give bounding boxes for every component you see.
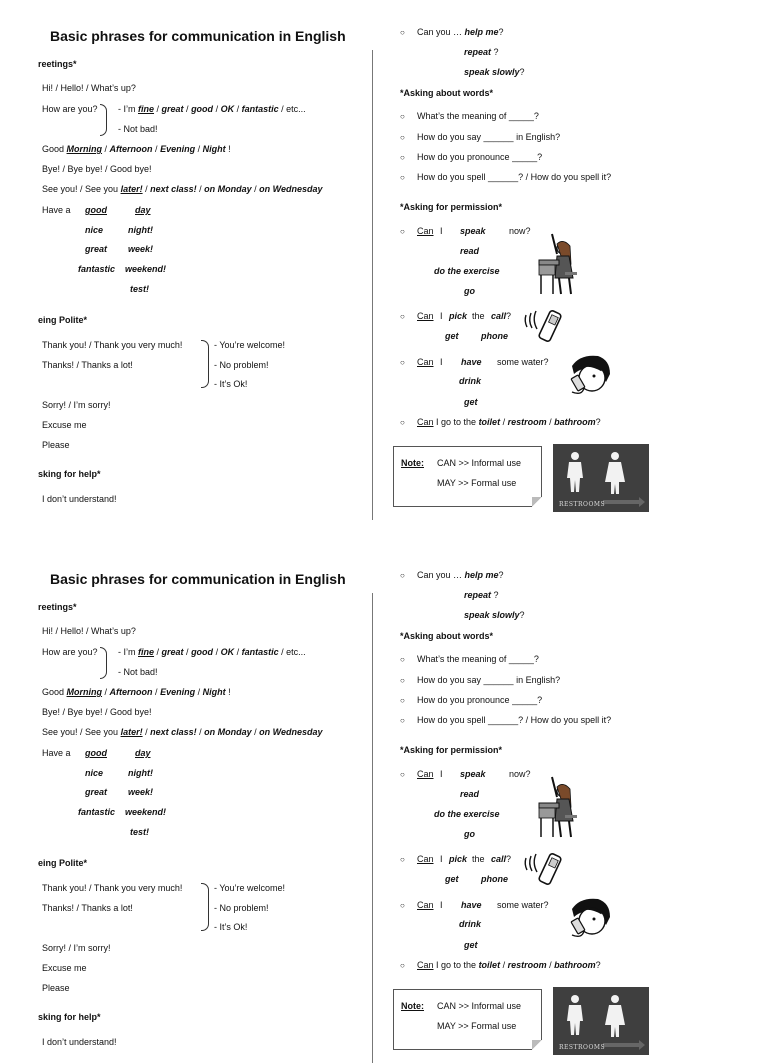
words-line: ○ How do you say ______ in English? <box>417 675 560 685</box>
restroom-sign <box>553 987 649 1055</box>
adjective: good <box>85 748 107 758</box>
polite-reply: - You’re welcome! <box>214 340 286 350</box>
verb-pick: pick <box>449 854 468 864</box>
words-heading: *Asking about words* <box>400 631 494 641</box>
help-line: I don’t understand! <box>42 1037 117 1047</box>
greeting-line: Hi! / Hello! / What’s up? <box>42 626 136 636</box>
adjective: good <box>85 205 107 215</box>
verb-speak: speak <box>460 226 486 236</box>
words-line: ○ How do you pronounce _____? <box>417 695 542 705</box>
column-divider <box>372 50 373 520</box>
polite-line: Thank you! / Thank you very much! <box>42 883 183 893</box>
words-heading: *Asking about words* <box>400 88 494 98</box>
can-word: ○ Can <box>417 357 434 367</box>
greeting-line: Good Morning / Afternoon / Evening / Night ! <box>42 687 231 697</box>
have-a-label: Have a <box>42 748 71 758</box>
noun: day <box>135 205 151 215</box>
noun: night! <box>128 768 153 778</box>
noun: week! <box>128 244 154 254</box>
phrase-can-you: ○ Can you … help me? <box>417 570 504 580</box>
noun: weekend! <box>125 807 167 817</box>
verb-do-exercise: do the exercise <box>434 266 500 276</box>
polite-line: Excuse me <box>42 420 87 430</box>
greeting-line: See you! / See you later! / next class! / on Monday / on Wednesday <box>42 184 323 194</box>
word-the: the <box>472 854 485 864</box>
note-can: CAN >> Informal use <box>437 458 522 468</box>
greeting-line: Good Morning / Afternoon / Evening / Night ! <box>42 144 231 154</box>
call-question: call? <box>491 854 512 864</box>
call-question: call? <box>491 311 512 321</box>
have-a-label: Have a <box>42 205 71 215</box>
verb-speak: speak <box>460 769 486 779</box>
greeting-reply: - I’m fine / great / good / OK / fantastic / etc... <box>118 647 306 657</box>
word-the: the <box>472 311 485 321</box>
verb-have: have <box>461 357 482 367</box>
brace <box>201 340 209 388</box>
polite-reply: - No problem! <box>214 903 269 913</box>
polite-line: Please <box>42 440 70 450</box>
note-may: MAY >> Formal use <box>437 478 517 488</box>
page-title: Basic phrases for communication in English <box>50 28 346 44</box>
verb-drink: drink <box>459 376 482 386</box>
adjective: nice <box>85 225 104 235</box>
noun-phone: phone <box>481 331 508 341</box>
can-word: ○ Can <box>417 854 434 864</box>
permission-heading: *Asking for permission* <box>400 745 503 755</box>
worksheet-copy-2 <box>0 543 768 1051</box>
column-divider <box>372 593 373 1063</box>
greeting-reply: - Not bad! <box>118 124 158 134</box>
verb-read: read <box>460 246 480 256</box>
words-line: ○ What’s the meaning of _____? <box>417 654 539 664</box>
polite-heading: eing Polite* <box>38 315 88 325</box>
brace <box>100 104 107 136</box>
restroom-sign <box>553 444 649 512</box>
restrooms-label: RESTROOMS <box>559 501 606 508</box>
worksheet-copy-1 <box>0 0 768 520</box>
note-box <box>393 446 542 507</box>
noun: day <box>135 748 151 758</box>
verb-get: get <box>464 940 478 950</box>
polite-reply: - No problem! <box>214 360 269 370</box>
adjective: fantastic <box>78 807 116 817</box>
mobile-phone-icon <box>522 848 564 888</box>
brace <box>100 647 107 679</box>
note-may: MAY >> Formal use <box>437 1021 517 1031</box>
polite-line: Please <box>42 983 70 993</box>
can-word: ○ Can <box>417 311 434 321</box>
student-raising-hand-icon <box>535 775 581 841</box>
greetings-heading: reetings* <box>38 59 77 69</box>
polite-line: Thank you! / Thank you very much! <box>42 340 183 350</box>
word-some-water: some water? <box>497 900 549 910</box>
verb-do-exercise: do the exercise <box>434 809 500 819</box>
pronoun-i: I <box>440 854 443 864</box>
help-heading: sking for help* <box>38 1012 101 1022</box>
polite-reply: - You’re welcome! <box>214 883 286 893</box>
note-label: Note: <box>401 458 424 468</box>
verb-pick: pick <box>449 311 468 321</box>
greeting-line: How are you? <box>42 104 98 114</box>
mobile-phone-icon <box>522 305 564 345</box>
polite-line: Excuse me <box>42 963 87 973</box>
phrase-toilet: ○ Can I go to the toilet / restroom / bathroom? <box>417 960 601 970</box>
phrase-repeat: repeat ? <box>464 47 499 57</box>
girl-drinking-icon <box>566 895 614 943</box>
noun: night! <box>128 225 153 235</box>
note-can: CAN >> Informal use <box>437 1001 522 1011</box>
phrase-speak-slowly: speak slowly? <box>464 610 525 620</box>
greeting-line: How are you? <box>42 647 98 657</box>
adjective: nice <box>85 768 104 778</box>
greeting-line: Bye! / Bye bye! / Good bye! <box>42 164 152 174</box>
words-line: ○ How do you say ______ in English? <box>417 132 560 142</box>
verb-get: get <box>445 331 459 341</box>
greeting-reply: - I’m fine / great / good / OK / fantastic / etc... <box>118 104 306 114</box>
can-word: ○ Can <box>417 900 434 910</box>
page-title: Basic phrases for communication in English <box>50 571 346 587</box>
words-line: ○ How do you spell ______? / How do you spell it? <box>417 715 611 725</box>
polite-line: Thanks! / Thanks a lot! <box>42 360 133 370</box>
words-line: ○ What’s the meaning of _____? <box>417 111 539 121</box>
verb-drink: drink <box>459 919 482 929</box>
help-heading: sking for help* <box>38 469 101 479</box>
pronoun-i: I <box>440 769 443 779</box>
help-line: I don’t understand! <box>42 494 117 504</box>
greeting-line: See you! / See you later! / next class! / on Monday / on Wednesday <box>42 727 323 737</box>
adjective: great <box>85 787 108 797</box>
polite-reply: - It’s Ok! <box>214 379 248 389</box>
greetings-heading: reetings* <box>38 602 77 612</box>
phrase-speak-slowly: speak slowly? <box>464 67 525 77</box>
pronoun-i: I <box>440 357 443 367</box>
noun: test! <box>130 827 150 837</box>
greeting-reply: - Not bad! <box>118 667 158 677</box>
verb-get: get <box>445 874 459 884</box>
restrooms-label: RESTROOMS <box>559 1044 606 1051</box>
polite-heading: eing Polite* <box>38 858 88 868</box>
note-box <box>393 989 542 1050</box>
word-some-water: some water? <box>497 357 549 367</box>
student-raising-hand-icon <box>535 232 581 298</box>
adjective: fantastic <box>78 264 116 274</box>
phrase-can-you: ○ Can you … help me? <box>417 27 504 37</box>
verb-go: go <box>464 829 475 839</box>
noun: test! <box>130 284 150 294</box>
brace <box>201 883 209 931</box>
pronoun-i: I <box>440 900 443 910</box>
greeting-line: Hi! / Hello! / What’s up? <box>42 83 136 93</box>
noun: weekend! <box>125 264 167 274</box>
noun-phone: phone <box>481 874 508 884</box>
verb-go: go <box>464 286 475 296</box>
phrase-repeat: repeat ? <box>464 590 499 600</box>
can-word: ○ Can <box>417 769 434 779</box>
words-line: ○ How do you pronounce _____? <box>417 152 542 162</box>
girl-drinking-icon <box>566 352 614 400</box>
noun: week! <box>128 787 154 797</box>
polite-reply: - It’s Ok! <box>214 922 248 932</box>
polite-line: Thanks! / Thanks a lot! <box>42 903 133 913</box>
verb-have: have <box>461 900 482 910</box>
greeting-line: Bye! / Bye bye! / Good bye! <box>42 707 152 717</box>
pronoun-i: I <box>440 226 443 236</box>
permission-heading: *Asking for permission* <box>400 202 503 212</box>
phrase-toilet: ○ Can I go to the toilet / restroom / bathroom? <box>417 417 601 427</box>
adjective: great <box>85 244 108 254</box>
note-label: Note: <box>401 1001 424 1011</box>
polite-line: Sorry! / I’m sorry! <box>42 943 111 953</box>
verb-get: get <box>464 397 478 407</box>
words-line: ○ How do you spell ______? / How do you spell it? <box>417 172 611 182</box>
word-now: now? <box>509 769 531 779</box>
can-word: ○ Can <box>417 226 434 236</box>
pronoun-i: I <box>440 311 443 321</box>
polite-line: Sorry! / I’m sorry! <box>42 400 111 410</box>
verb-read: read <box>460 789 480 799</box>
word-now: now? <box>509 226 531 236</box>
